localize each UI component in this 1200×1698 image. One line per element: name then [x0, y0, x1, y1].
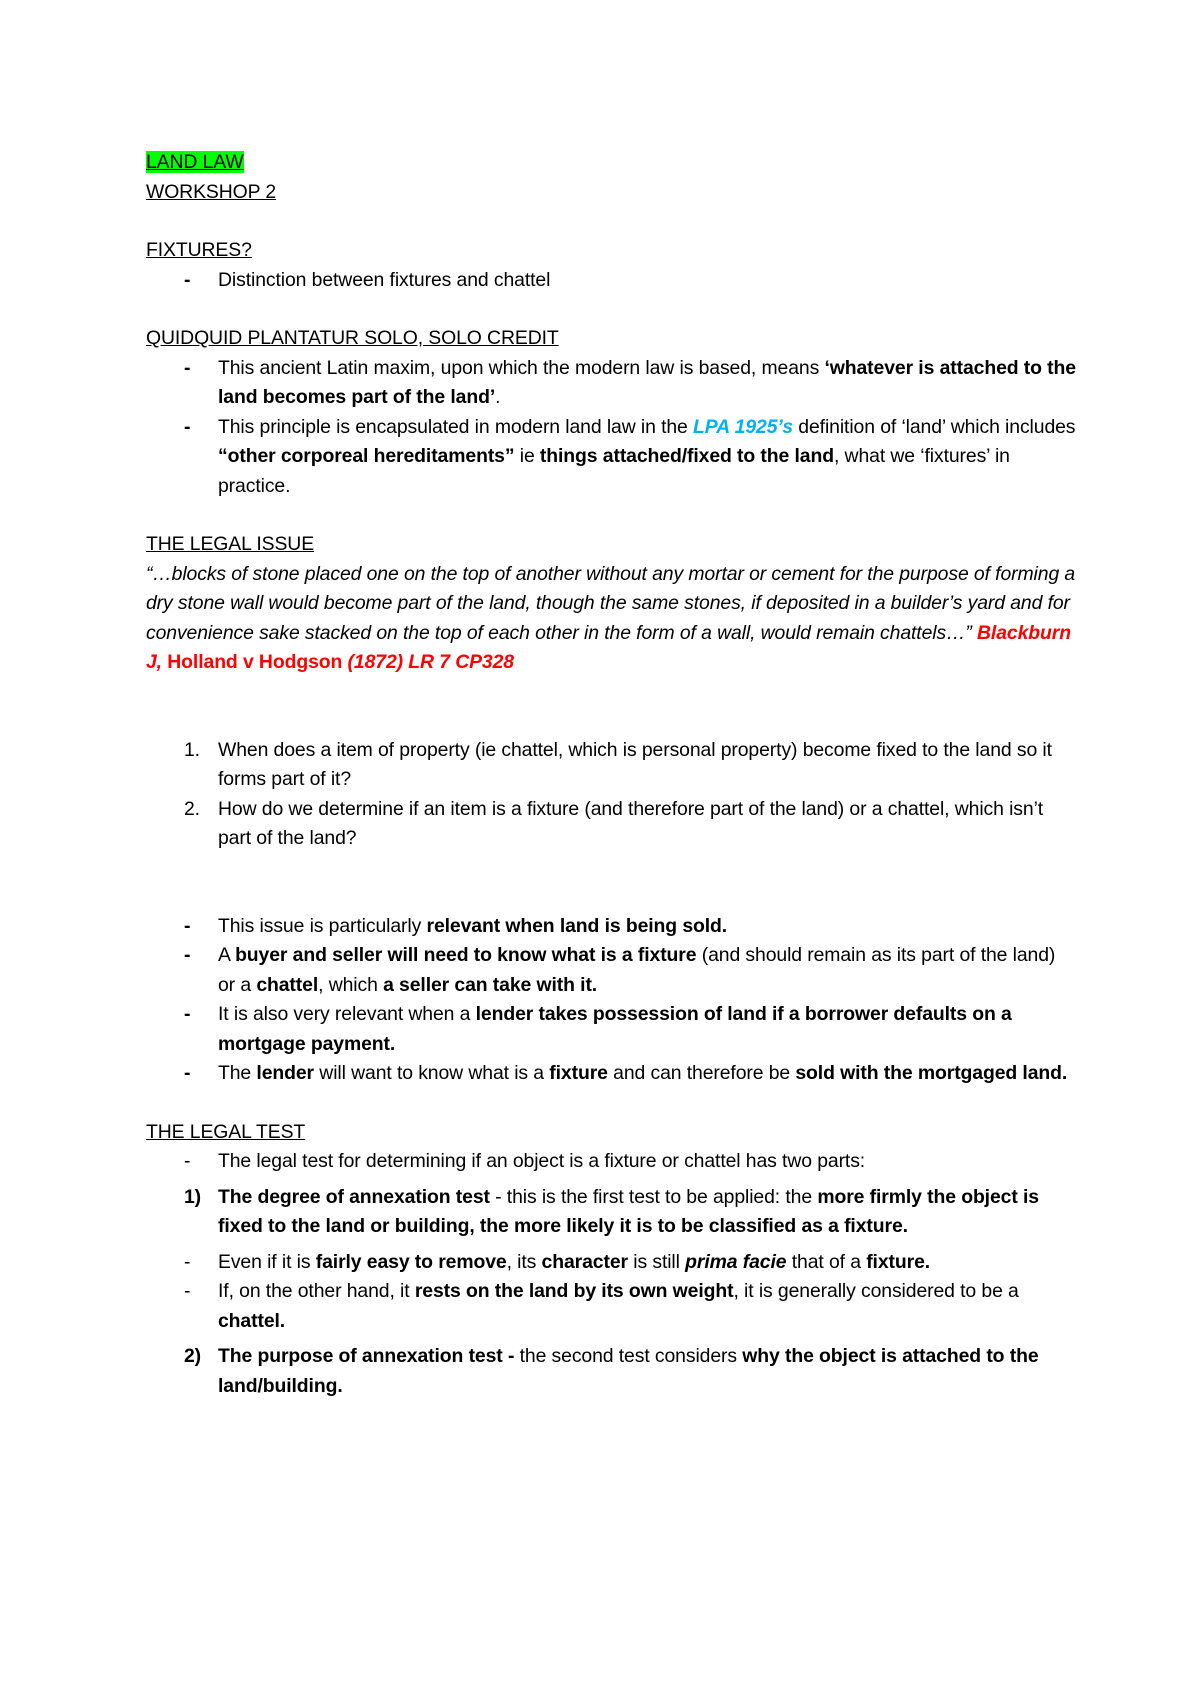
issue-bullet-2: A buyer and seller will need to know what is a fixture (and should remain as its part of the land) or a chattel, which a seller can take with it. — [218, 944, 1056, 996]
numbered-item — [146, 795, 1076, 854]
numbered-item — [146, 1342, 1076, 1401]
list-number: 2. — [184, 797, 200, 820]
citation-judge: Blackburn J, — [146, 621, 1071, 673]
list-item — [146, 1248, 1076, 1278]
numbered-item — [146, 1183, 1076, 1242]
dash-bullet: - — [184, 1280, 191, 1302]
list-item — [146, 1147, 1076, 1177]
list-number: 2) — [184, 1345, 202, 1367]
spacer — [146, 678, 1076, 736]
list-item — [146, 941, 1076, 1000]
spacer — [146, 854, 1076, 912]
list-item — [146, 1059, 1076, 1089]
question-text: How do we determine if an item is a fixture (and therefore part of the land) or a chattel, which isn’t part of the land? — [218, 797, 1044, 849]
test-intro: The legal test for determining if an object is a fixture or chattel has two parts: — [218, 1150, 866, 1172]
dash-bullet: - — [184, 268, 191, 291]
fixtures-heading: FIXTURES? — [146, 239, 252, 261]
spacer — [146, 501, 1076, 530]
maxim-bullet-2: This principle is encapsulated in modern land law in the LPA 1925’s definition of ‘land’ which includes “other corporeal hereditaments” ie things attached/fixed to the land, what we ‘fixtures’ in practice. — [218, 415, 1076, 497]
citation-reference: (1872) LR 7 CP328 — [347, 651, 514, 673]
numbered-item — [146, 736, 1076, 795]
question-text: When does a item of property (ie chattel, which is personal property) become fixed to the land so it forms part of it? — [218, 738, 1052, 790]
dash-bullet: - — [184, 1062, 191, 1084]
issue-bullet-1: This issue is particularly relevant when land is being sold. — [218, 914, 728, 937]
list-item — [146, 413, 1076, 502]
document-title: LAND LAW — [146, 151, 244, 173]
test-1-sub-1: Even if it is fairly easy to remove, its character is still prima facie that of a fixture. — [218, 1250, 931, 1273]
spacer — [146, 207, 1076, 236]
maxim-heading: QUIDQUID PLANTATUR SOLO, SOLO CREDIT — [146, 327, 559, 349]
test-2-text: The purpose of annexation test - the second test considers why the object is attached to the land/building. — [218, 1345, 1039, 1397]
document-subtitle: WORKSHOP 2 — [146, 180, 277, 203]
dash-bullet: - — [184, 1250, 191, 1273]
spacer — [146, 295, 1076, 324]
citation-case: Holland v Hodgson — [167, 651, 343, 673]
list-item — [146, 354, 1076, 413]
dash-bullet: - — [184, 356, 191, 379]
list-number: 1. — [184, 738, 200, 761]
issue-bullet-4: The lender will want to know what is a fixture and can therefore be sold with the mortgaged land. — [218, 1062, 1068, 1084]
document-body — [146, 148, 1076, 1401]
dash-bullet: - — [184, 415, 191, 438]
dash-bullet: - — [184, 944, 191, 966]
issue-bullet-3: It is also very relevant when a lender takes possession of land if a borrower defaults on a mortgage payment. — [218, 1003, 1012, 1055]
maxim-bullet-1: This ancient Latin maxim, upon which the modern law is based, means ‘whatever is attached to the land becomes part of the land’. — [218, 356, 1076, 408]
list-item — [146, 266, 1076, 296]
test-1-sub-2: If, on the other hand, it rests on the land by its own weight, it is generally considered to be a chattel. — [218, 1280, 1019, 1332]
list-item — [146, 912, 1076, 942]
dash-bullet: - — [184, 1150, 191, 1172]
dash-bullet: - — [184, 914, 191, 937]
legal-test-heading: THE LEGAL TEST — [146, 1120, 306, 1143]
list-item — [146, 1277, 1076, 1336]
dash-bullet: - — [184, 1003, 191, 1025]
test-1-text: The degree of annexation test - this is the first test to be applied: the more firmly the object is fixed to the land or building, the more likely it is to be classified as a fixture. — [218, 1185, 1039, 1237]
statute-reference: LPA 1925’s — [693, 415, 793, 438]
list-number: 1) — [184, 1185, 202, 1208]
fixtures-bullet: Distinction between fixtures and chattel — [218, 268, 551, 291]
case-quote: “…blocks of stone placed one on the top of another without any mortar or cement for the purpose of forming a dry stone wall would become part of the land, though the same stones, if deposited in a builder’s yard and for convenience sake stacked on the top of each other in the form of a wall, would remain chattels…” Blackburn J, Holland v Hodgson (1872) LR 7 CP328 — [146, 562, 1076, 673]
legal-issue-heading: THE LEGAL ISSUE — [146, 533, 315, 555]
spacer — [146, 1089, 1076, 1118]
list-item — [146, 1000, 1076, 1059]
